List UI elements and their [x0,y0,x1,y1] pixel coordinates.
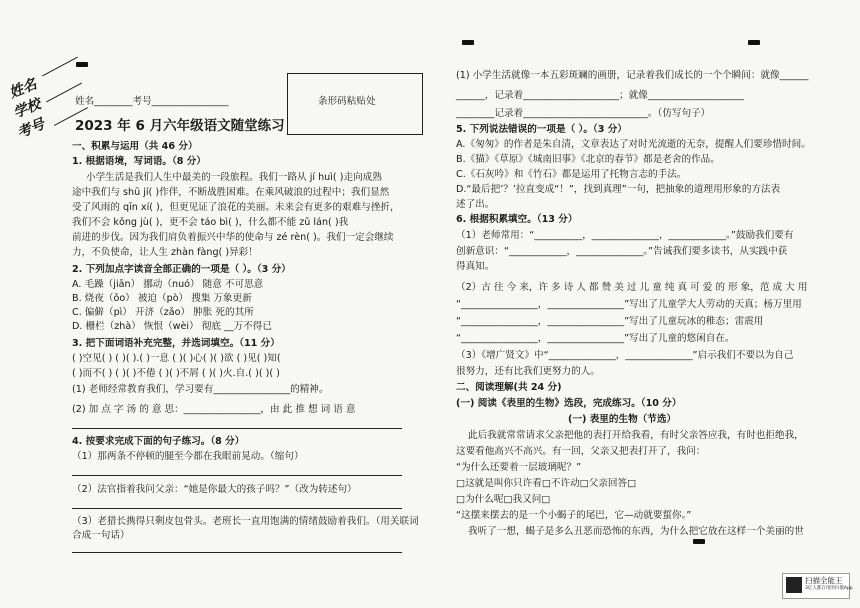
answer-line [72,508,402,509]
q5-option-a: A.《匆匆》的作者是朱自清，文章表达了对时光流逝的无奈，提醒人们要珍惜时间。 [456,139,811,150]
q1-line: 力，不负使命，让人生 zhàn fàng( )异彩！ [72,247,258,258]
passage-line: 此后我就常常请求父亲把他的表打开给我看，有时父亲答应我，有时也拒绝我， [468,430,804,441]
answer-line [72,428,402,429]
question-4: 4. 按要求完成下面的句子练习。（8 分） [72,436,245,447]
q4-sub-3: （3）老猎长携得只剩皮包骨头。老班长一直用饱满的情绪鼓励着我们。（用关联词 [72,516,419,527]
passage-line: □这就是叫你只许看□不许动□父亲回答□ [456,478,637,489]
scan-mark [693,539,705,544]
answer-line [72,475,402,476]
q1-line: 小学生活是我们人生中最美的一段旅程。我们一路从 jí huì( )走向成熟 [86,172,382,183]
q6-1a: （1）老师常用：“__________，______________，____________。”鼓励我们要有 [456,230,794,241]
q3-line: ( )空见( ) ( )( ).( )一息 ( )( )心( )( )欲 ( )见( )知( [72,353,281,364]
question-6: 6. 根据积累填空。（13 分） [456,214,578,225]
q5-option-c: C.《石灰吟》和《竹石》都是运用了托物言志的手法。 [456,169,687,180]
name-id-field: 姓名________考号________________ [75,96,229,107]
scanner-watermark [782,573,853,599]
q1-line: 途中我们与 shū jí( )作伴，不断战胜困难。在乘风破浪的过程中；我们显然 [72,187,390,198]
q4-sub-2: （2）法官指着我问父亲：“她是你最大的孩子吗？”（改为转述句） [72,484,357,495]
q4-sub-1: （1）那两条不停顿的腿至今都在我眼前晃动。（缩句） [72,451,304,462]
q1-line: 前进的步伐。因为我们肩负着振兴中华的使命与 zé rèn( )。我们一定会继续 [72,232,394,243]
q6-2a: （2）古 往 今 来，许 多 诗 人 都 赞 美 过 儿 童 纯 真 可 爱 的 形 象，范 成 大 用 [456,282,808,293]
q2-option-a: A. 毛躁（jiān） 挪动（nuó） 随意 不可思意 [72,279,264,290]
answer-line [72,552,402,553]
q6-1c: 得真知。 [456,261,495,272]
r-q1: (1) 小学生活就像一本五彩斑斓的画册，记录着我们成长的一个个瞬间：就像______ [456,70,809,81]
barcode-box [287,73,423,135]
handwritten-name: 姓名 [7,76,40,102]
section-1-heading: 一、积累与运用（共 46 分） [72,141,198,152]
q2-option-c: C. 偏僻（pì） 开济（zǎo） 肿胀 死的其所 [72,307,254,318]
q3-sub-2: (2) 加 点 字 汤 的 意 思：________________，由 此 推 想 词 语 意 [72,404,356,415]
qr-icon [786,577,802,593]
q3-line: ( )而不( ) ( )( )不倦 ( )( )不屑 ( )( )火.自.( )( )( ) [72,368,280,379]
q6-3a: （3）《增广贤文》中“______________，______________”启示我们不要以为自己 [456,350,794,361]
question-5: 5. 下列说法错误的一项是（ ）。（3 分） [456,124,627,135]
passage-line: □为什么呢□我又问□ [456,494,551,505]
question-3: 3. 把下面词语补充完整，并选词填空。（11 分） [72,338,280,349]
scan-mark [462,40,474,45]
q5-option-d: D.“最后把’？’拉直变成“！”，找到真理”一句，把抽象的道理用形象的方法表 [456,184,781,195]
page-title: 2023 年 6 月六年级语文随堂练习 [75,118,285,134]
question-1: 1. 根据语境，写词语。（8 分） [72,156,206,167]
passage-line: 我听了一想，蝎子是多么丑恶而恐怖的东西，为什么把它放在这样一个美丽的世 [468,526,804,537]
handwritten-line [42,57,78,77]
r-q1-line3: ________记录着__________________________。（仿写句子） [456,108,711,119]
passage-title: (一) 表里的生物（节选） [568,414,677,425]
reading-1: (一) 阅读《表里的生物》选段，完成练习。（10 分） [456,398,682,409]
q6-2b: “________________，________________”写出了儿童学大人劳动的天真；杨万里用 [456,299,802,310]
q3-sub-1: (1) 老师经常教育我们，学习要有________________的精神。 [72,384,329,395]
q1-line: 受了风雨的 qīn xí( )，但更见证了浪花的美丽。未来会有更多的艰难与挫折， [72,202,400,213]
q2-option-b: B. 烧夜（ōo） 被迫（pò） 搜集 万象更新 [72,293,252,304]
barcode-label: 条形码粘贴处 [318,96,376,107]
handwritten-id: 考号 [15,116,48,142]
scan-mark [76,62,88,67]
passage-line: “这摆来摆去的是一个小蝎子的尾巴，它—动就要蜇你。” [456,510,692,521]
watermark-title: 扫描全能王 [805,576,843,585]
watermark-sub: 3亿人都在用的扫描App [805,586,853,591]
question-2: 2. 下列加点字读音全部正确的一项是（ ）。（3 分） [72,264,291,275]
q4-sub-3-cont: 合成一句话） [72,530,130,541]
r-q1-line2: ______，记录着____________________；就像____________________ [456,90,744,101]
q1-line: 我们不会 kǒng jù( )，更不会 táo bì( )，什么都不能 zǔ lán( )我 [72,217,349,228]
q6-3b: 很努力，还有比我们更努力的人。 [456,366,600,377]
handwritten-school: 学校 [11,96,44,122]
q5-option-b: B.《猫》《草原》《城南旧事》《北京的春节》都是老舍的作品。 [456,154,720,165]
q6-2c: “________________，________________”写出了儿童玩冰的稚态；雷震用 [456,316,764,327]
section-2-heading: 二、阅读理解(共 24 分) [456,382,562,393]
q2-option-d: D. 栅栏（zhà） 恢恨（wèi） 彻底 __万不得已 [72,321,272,332]
passage-line: 这要看他高兴不高兴。有一回，父亲又把表打开了，我问： [456,446,706,457]
q6-2d: “________________，________________”写出了儿童的悠闲自在。 [456,333,735,344]
q5-option-d-cont: 述了出。 [456,199,495,210]
passage-line: “为什么还要着一层玻璃呢？” [456,462,582,473]
scan-mark [748,40,760,45]
q6-1b: 创新意识：“____________，______________。”告诫我们要多读书，从实践中获 [456,246,788,257]
